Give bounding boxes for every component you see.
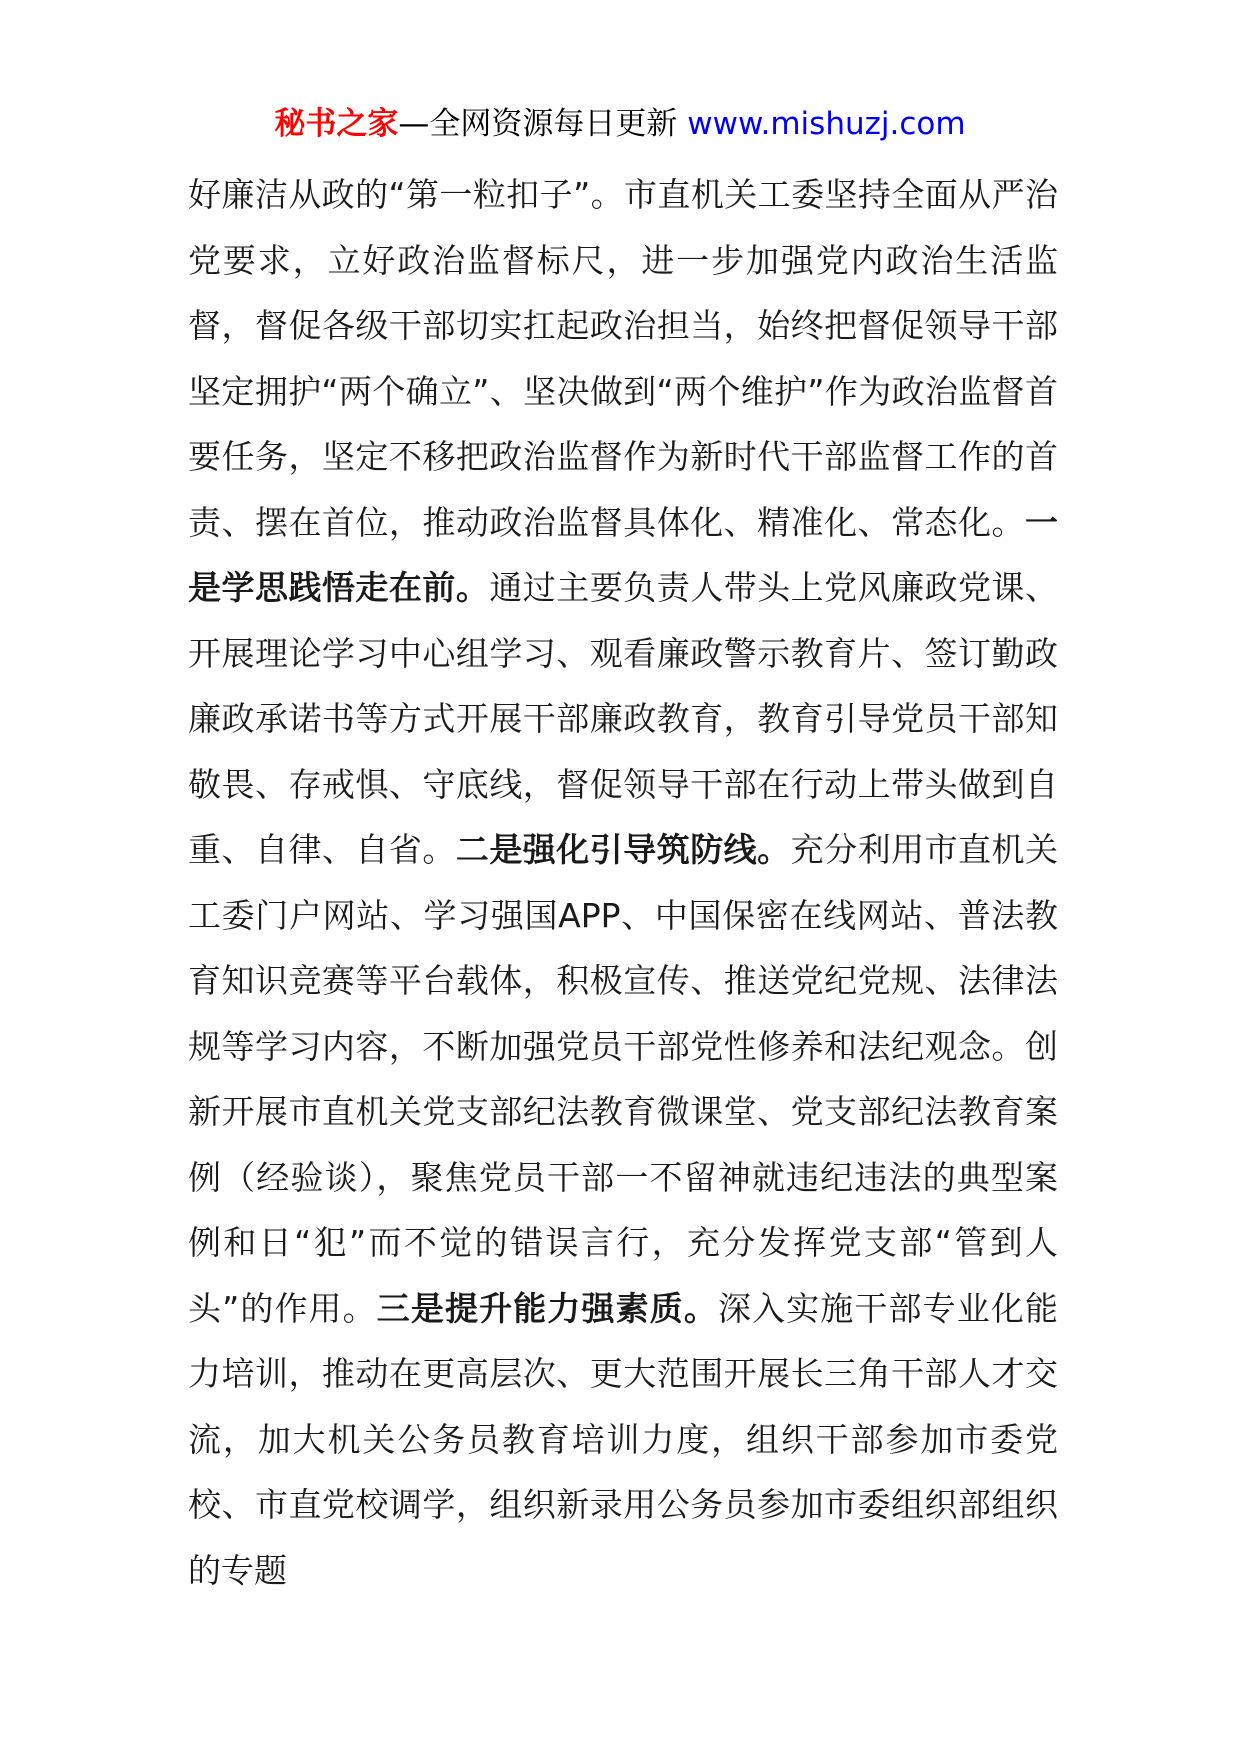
body-text-segment: 好廉洁从政的“第一粒扣子”。市直机关工委坚持全面从严治党要求，立好政治监督标尺，进一步加强党内政治生活监督，督促各级干部切实扛起政治担当，始终把督促领导干部坚定拥护“两个确立”、坚决做到“两个维护”作为政治监督首要任务，坚定不移把政治监督作为新时代干部监督工作的首责、摆在首位，推动政治监督具体化、精准化、常态化。: [188, 175, 1058, 542]
page-header: [0, 104, 1240, 144]
section-heading-2: 二是强化引导筑防线。: [455, 830, 791, 869]
header-slogan: —全网资源每日更新: [398, 106, 678, 142]
document-body: [188, 162, 1058, 1603]
body-text-segment: 充分利用市直机关工委门户网站、学习强国APP、中国保密在线网站、普法教育知识竞赛等平台载体，积极宣传、推送党纪党规、法律法规等学习内容，不断加强党员干部党性修养和法纪观念。创新开展市直机关党支部纪法教育微课堂、党支部纪法教育案例（经验谈），聚焦党员干部一不留神就违纪违法的典型案例和日“犯”而不觉的错误言行，充分发挥党支部“管到人头”的作用。: [188, 830, 1059, 1328]
section-heading-3: 三是提升能力强素质。: [376, 1288, 718, 1328]
header-url-link[interactable]: www.mishuzj.com: [687, 106, 966, 142]
body-text-segment: 通过主要负责人带头上党风廉政党课、开展理论学习中心组学习、观看廉政警示教育片、签订勤政廉政承诺书等方式开展干部廉政教育，教育引导党员干部知敬畏、存戒惧、守底线，督促领导干部在行动上带头做到自重、自律、自省。: [188, 568, 1059, 869]
section-heading-1: 一是学思践悟走在前。: [188, 502, 1058, 607]
header-brand: 秘书之家: [274, 106, 399, 142]
body-text-segment: 深入实施干部专业化能力培训，推动在更高层次、更大范围开展长三角干部人才交流，加大机关公务员教育培训力度，组织干部参加市委党校、市直党校调学，组织新录用公务员参加市委组织部组织的专题: [188, 1288, 1058, 1590]
